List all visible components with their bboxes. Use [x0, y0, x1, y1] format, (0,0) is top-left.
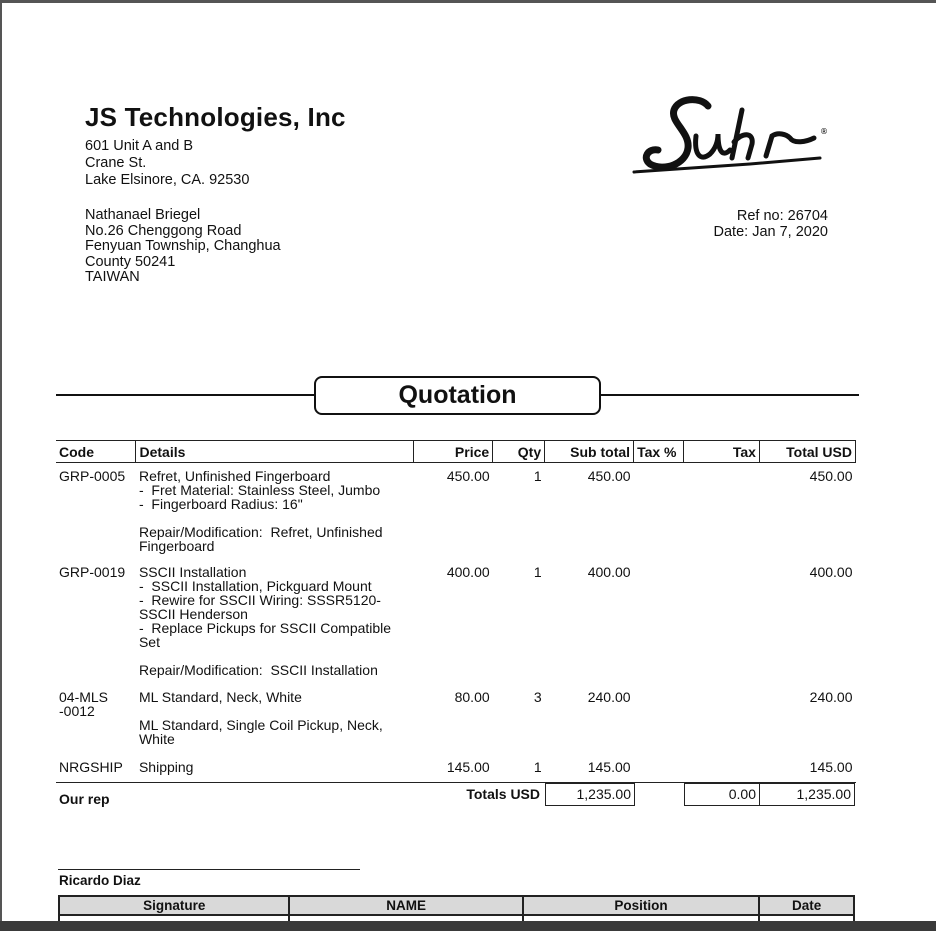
customer-line: Fenyuan Township, Changhua — [85, 238, 281, 254]
col-header-qty: Qty — [493, 441, 545, 463]
code-line: GRP-0019 — [59, 564, 126, 580]
title-rule-left — [56, 394, 316, 396]
cell-details — [136, 469, 414, 553]
cell-price: 145.00 — [446, 759, 490, 775]
cell-tax-percent — [634, 469, 684, 553]
cell-tax — [684, 690, 760, 746]
totals-tax: 0.00 — [684, 783, 760, 806]
detail-line: Shipping — [138, 759, 194, 775]
cell-total: 400.00 — [809, 564, 853, 580]
window-left-border — [0, 0, 2, 931]
customer-address — [85, 208, 281, 286]
cell-total: 450.00 — [809, 468, 853, 484]
cell-qty: 1 — [533, 468, 542, 484]
col-header-details: Details — [136, 441, 414, 463]
cell-tax-percent — [634, 565, 684, 677]
col-header-price: Price — [414, 441, 493, 463]
col-header-tax: Tax — [684, 441, 760, 463]
detail-line: - Fret Material: Stainless Steel, Jumbo — [138, 482, 381, 498]
detail-line: - Replace Pickups for SSCII Compatible — [138, 620, 392, 636]
cell-code — [56, 760, 136, 774]
document-title: Quotation — [314, 376, 601, 415]
rep-name: Ricardo Diaz — [59, 873, 141, 888]
sig-header-name: NAME — [289, 896, 522, 915]
our-rep-label: Our rep — [59, 791, 110, 807]
detail-line: SSCII Installation — [138, 564, 247, 580]
registered-mark: ® — [820, 127, 828, 136]
cell-details — [136, 760, 414, 774]
detail-line: White — [138, 731, 175, 747]
window-bottom-bar — [0, 921, 936, 931]
ref-date: Date: Jan 7, 2020 — [713, 224, 828, 240]
code-line: NRGSHIP — [59, 759, 123, 775]
company-address-line: Crane St. — [85, 155, 147, 171]
customer-line: County 50241 — [85, 253, 176, 270]
detail-line: SSCII Henderson — [138, 606, 248, 622]
detail-line: Repair/Modification: SSCII Installation — [138, 662, 378, 678]
totals-total: 1,235.00 — [759, 783, 855, 806]
cell-subtotal: 145.00 — [587, 759, 631, 775]
detail-spacer — [139, 704, 411, 718]
col-header-subtotal: Sub total — [545, 441, 634, 463]
window-top-border — [0, 0, 936, 3]
cell-price: 400.00 — [446, 564, 490, 580]
cell-code — [56, 690, 136, 746]
cell-code — [56, 469, 136, 553]
detail-spacer — [139, 649, 411, 663]
line-items-table — [56, 440, 856, 774]
table-row — [56, 469, 856, 553]
code-line: 04-MLS — [59, 689, 109, 705]
company-address-line: 601 Unit A and B — [85, 138, 194, 154]
customer-line: Nathanael Briegel — [85, 207, 201, 223]
cell-price: 450.00 — [446, 468, 490, 484]
table-row — [56, 565, 856, 677]
cell-subtotal: 450.00 — [587, 468, 631, 484]
sig-header-date: Date — [759, 896, 854, 915]
detail-line: Repair/Modification: Refret, Unfinished — [138, 524, 383, 540]
detail-spacer — [139, 511, 411, 525]
customer-line: No.26 Chenggong Road — [85, 222, 242, 239]
col-header-total: Total USD — [759, 441, 855, 463]
title-rule-right — [597, 394, 859, 396]
cell-tax — [684, 760, 760, 774]
detail-line: Fingerboard — [138, 538, 215, 554]
detail-line: - SSCII Installation, Pickguard Mount — [138, 578, 372, 594]
cell-qty: 1 — [533, 759, 542, 775]
company-address-line: Lake Elsinore, CA. 92530 — [85, 172, 250, 188]
cell-subtotal: 400.00 — [587, 564, 631, 580]
cell-details — [136, 690, 414, 746]
sig-header-position: Position — [523, 896, 759, 915]
totals-label: Totals USD — [466, 786, 540, 802]
detail-line: Refret, Unfinished Fingerboard — [138, 468, 331, 484]
cell-tax — [684, 469, 760, 553]
company-name: JS Technologies, Inc — [85, 102, 346, 132]
detail-line: - Rewire for SSCII Wiring: SSSR5120- — [138, 592, 381, 608]
cell-subtotal: 240.00 — [587, 689, 631, 705]
customer-line: TAIWAN — [85, 269, 140, 285]
col-header-tax-percent: Tax % — [634, 441, 684, 463]
ref-number: Ref no: 26704 — [736, 208, 828, 224]
detail-line: ML Standard, Neck, White — [138, 689, 302, 705]
col-header-code: Code — [56, 441, 136, 463]
cell-tax-percent — [634, 760, 684, 774]
cell-details — [136, 565, 414, 677]
totals-subtotal: 1,235.00 — [545, 783, 635, 806]
cell-code — [56, 565, 136, 677]
table-row — [56, 690, 856, 746]
cell-total: 240.00 — [809, 689, 853, 705]
signature-line — [58, 869, 360, 870]
table-row — [56, 760, 856, 774]
code-line: GRP-0005 — [59, 468, 126, 484]
signature-header-row — [59, 896, 854, 915]
detail-line: ML Standard, Single Coil Pickup, Neck, — [138, 717, 383, 733]
cell-total: 145.00 — [809, 759, 853, 775]
cell-qty: 3 — [533, 689, 542, 705]
cell-tax-percent — [634, 690, 684, 746]
suhr-logo — [630, 92, 835, 197]
detail-line: Set — [138, 634, 160, 650]
cell-tax — [684, 565, 760, 677]
table-header-row — [56, 441, 856, 463]
cell-price: 80.00 — [454, 689, 490, 705]
reference-block — [714, 208, 828, 240]
code-line: -0012 — [59, 703, 95, 719]
detail-line: - Fingerboard Radius: 16" — [138, 496, 303, 512]
sig-header-signature: Signature — [59, 896, 289, 915]
cell-qty: 1 — [533, 564, 542, 580]
company-address — [85, 138, 249, 189]
